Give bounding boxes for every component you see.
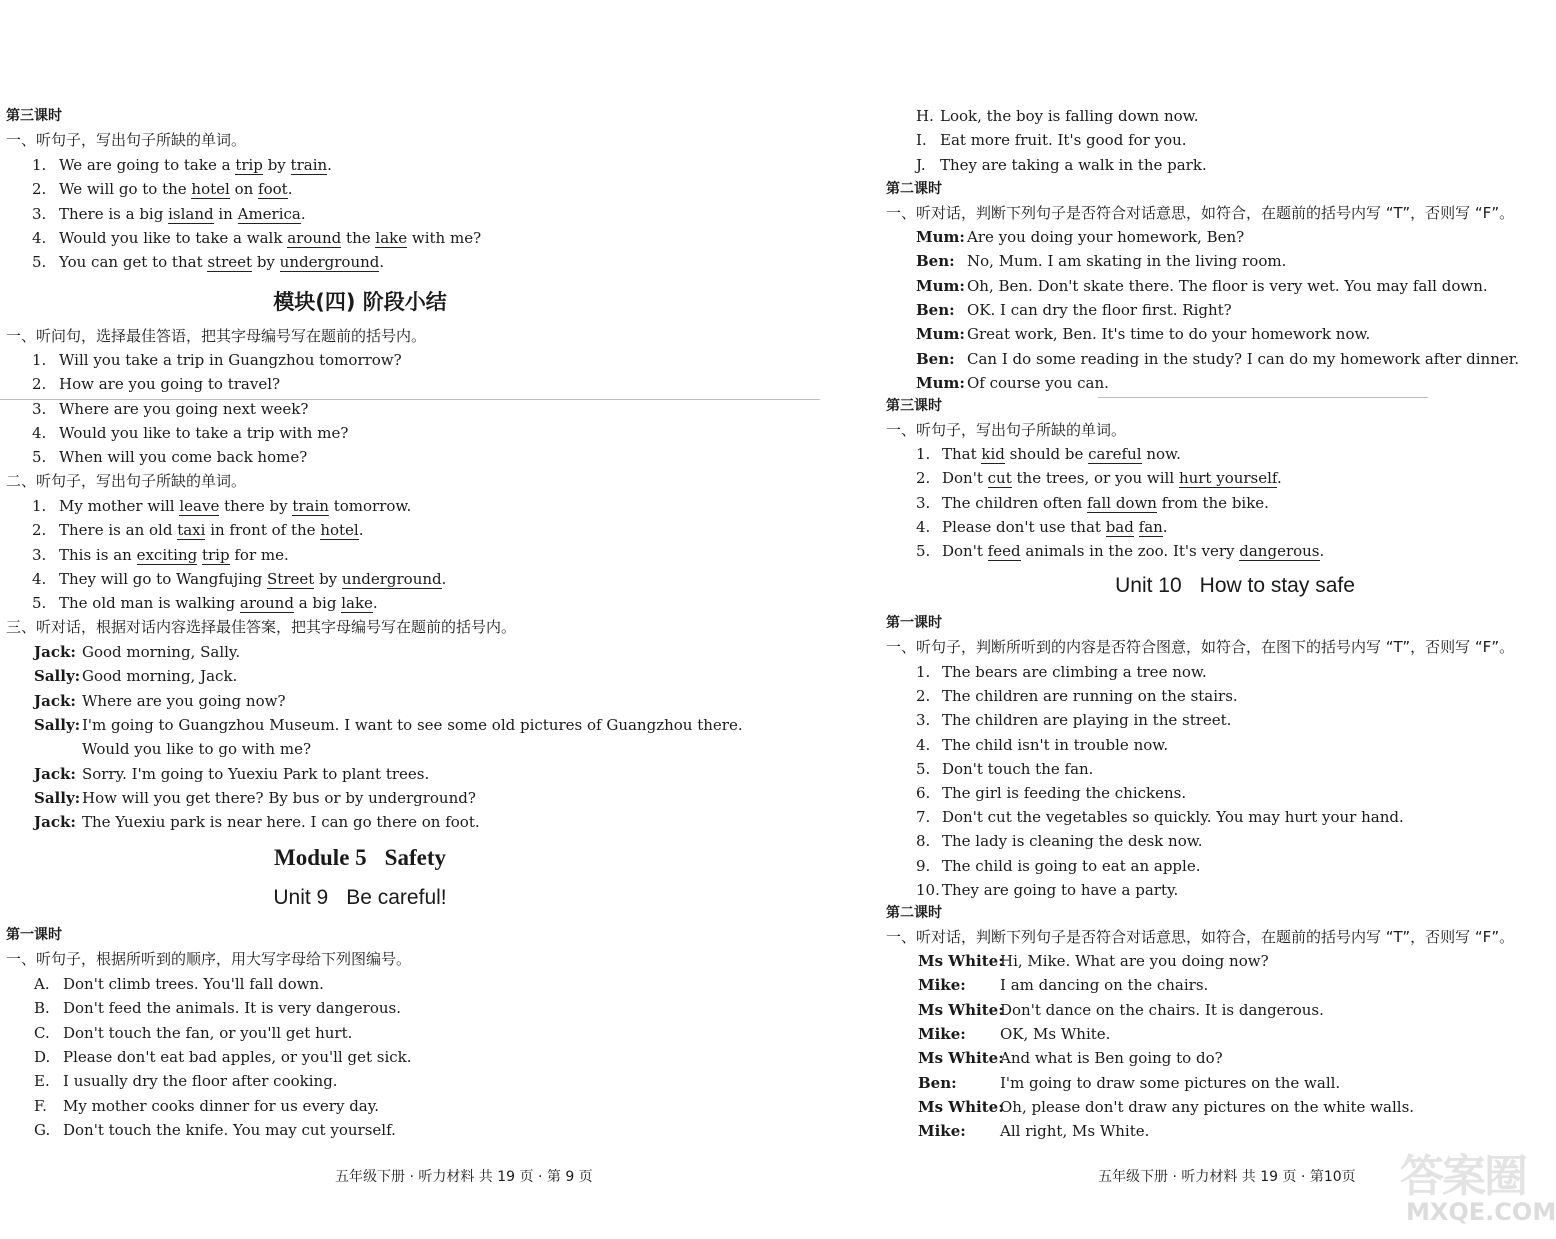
item-number: 2. — [32, 521, 47, 540]
dialog-line — [34, 812, 480, 832]
module-number: Module 5 — [274, 845, 367, 870]
speaker-label: Mike: — [918, 976, 966, 995]
answer-word: underground — [341, 569, 442, 588]
sentence-text: . — [1319, 542, 1325, 561]
sentence-text: When will you come back home? — [59, 448, 308, 467]
dialog-line — [918, 1073, 1340, 1093]
list-item — [34, 998, 401, 1018]
dialog-text: The Yuexiu park is near here. I can go there on foot. — [82, 813, 480, 832]
instruction: 一、听对话，判断下列句子是否符合对话意思，如符合，在题前的括号内写 “T”，否则写 “F”。 — [886, 204, 1515, 222]
list-item — [916, 735, 1168, 755]
speaker-label: Ms White: — [918, 952, 1004, 970]
dialog-line — [918, 1048, 1223, 1068]
dialog-line — [916, 349, 1519, 369]
fold-line — [0, 399, 820, 400]
unit-topic: Be careful! — [346, 886, 447, 909]
answer-word: taxi — [177, 521, 206, 540]
sentence-text: The children often — [942, 493, 1087, 512]
item-number: F. — [34, 1096, 47, 1115]
instruction: 二、听句子，写出句子所缺的单词。 — [6, 472, 247, 490]
section-heading: 第三课时 — [6, 108, 62, 124]
answer-word: lake — [375, 228, 408, 247]
sentence-text: . — [327, 156, 332, 174]
module-title — [240, 845, 480, 871]
list-item — [32, 350, 402, 370]
item-number: 2. — [32, 375, 47, 394]
list-item — [916, 662, 1207, 682]
fill-blank-item — [32, 496, 411, 516]
speaker-label: Mike: — [918, 1122, 966, 1141]
answer-word: fall down — [1086, 493, 1157, 512]
item-number: 5. — [916, 759, 931, 778]
answer-word: trip — [201, 545, 230, 564]
dialog-line — [916, 251, 1286, 271]
item-number: 1. — [916, 663, 931, 681]
section-heading: 第一课时 — [6, 927, 62, 943]
answer-word: dangerous — [1239, 542, 1320, 561]
dialog-line — [34, 739, 311, 759]
section-heading: 第二课时 — [886, 905, 942, 921]
item-number: 4. — [916, 517, 931, 536]
sentence-text: Will you take a trip in Guangzhou tomorrow? — [59, 351, 402, 369]
fill-blank-item — [32, 179, 292, 199]
instruction: 一、听句子，根据所听到的顺序，用大写字母给下列图编号。 — [6, 950, 412, 968]
answer-word: kid — [981, 445, 1005, 463]
list-item — [916, 856, 1200, 876]
dialog-text: Can I do some reading in the study? I can do my homework after dinner. — [967, 349, 1520, 368]
watermark-logo — [1400, 1140, 1556, 1230]
sentence-text: on — [229, 180, 259, 199]
sentence-text: Don't touch the fan. — [942, 759, 1094, 778]
sentence-text: should be — [1004, 445, 1089, 463]
dialog-line — [916, 227, 1244, 247]
dialog-text: Hi, Mike. What are you doing now? — [1000, 952, 1269, 970]
sentence-text: The old man is walking — [59, 594, 240, 613]
dialog-text: Oh, please don't draw any pictures on the white walls. — [1000, 1097, 1415, 1116]
item-number: 1. — [32, 497, 47, 515]
dialog-text: Good morning, Sally. — [82, 643, 241, 661]
sentence-text: My mother cooks dinner for us every day. — [63, 1096, 379, 1115]
fill-blank-item — [32, 593, 378, 613]
sentence-text: The children are playing in the street. — [942, 711, 1232, 730]
list-item — [32, 447, 307, 467]
list-item — [916, 880, 1178, 900]
sentence-text: with me? — [407, 228, 482, 247]
item-number: 5. — [916, 542, 931, 561]
answer-word: Street — [267, 569, 315, 588]
sentence-text — [1134, 518, 1139, 536]
dialog-text: Of course you can. — [967, 373, 1109, 392]
dialog-text: All right, Ms White. — [1000, 1122, 1150, 1141]
sentence-text: There is a big — [59, 204, 169, 223]
dialog-line — [916, 276, 1488, 296]
item-number: 1. — [32, 351, 47, 369]
item-number: 3. — [916, 711, 931, 730]
unit-title — [240, 886, 480, 910]
sentence-text: The children are running on the stairs. — [942, 687, 1238, 706]
answer-word: island — [168, 204, 214, 223]
sentence-text: a big — [293, 594, 342, 613]
fill-blank-item — [32, 155, 332, 175]
sentence-text: The child isn't in trouble now. — [942, 735, 1169, 754]
sentence-text: in — [213, 204, 238, 223]
list-item — [916, 686, 1238, 706]
item-number: 3. — [916, 493, 931, 512]
dialog-line — [918, 1121, 1149, 1141]
section-heading: 第三课时 — [886, 398, 942, 414]
item-number: 8. — [916, 832, 931, 851]
sentence-text: by — [252, 253, 280, 272]
page-footer: 五年级下册 · 听力材料 共 19 页 · 第 9 页 — [335, 1169, 593, 1185]
dialog-line — [916, 373, 1109, 393]
answer-word: around — [239, 594, 294, 613]
list-item — [32, 374, 280, 394]
dialog-line — [34, 788, 476, 808]
speaker-label: Ben: — [916, 349, 955, 368]
instruction: 一、听句子，写出句子所缺的单词。 — [6, 131, 247, 149]
answer-word: trip — [235, 156, 263, 174]
instruction: 一、听句子，写出句子所缺的单词。 — [886, 421, 1127, 439]
sentence-text: Eat more fruit. It's good for you. — [940, 131, 1187, 150]
item-number: 1. — [32, 156, 47, 174]
item-number: C. — [34, 1023, 50, 1042]
speaker-label: Mum: — [916, 325, 965, 344]
list-item — [916, 831, 1203, 851]
sentence-text: . — [379, 253, 385, 272]
unit-topic: How to stay safe — [1199, 574, 1355, 597]
dialog-line — [918, 1097, 1414, 1117]
answer-word: lake — [341, 594, 373, 613]
speaker-label: Ms White: — [918, 1000, 1004, 1019]
fill-blank-item — [32, 569, 446, 589]
sentence-text: now. — [1141, 445, 1181, 463]
sentence-text: by — [262, 156, 291, 174]
item-number: 2. — [32, 180, 47, 199]
sentence-text: Don't feed the animals. It is very dangerous. — [63, 999, 402, 1018]
item-number: A. — [34, 975, 50, 993]
dialog-text: I'm going to Guangzhou Museum. I want to see some old pictures of Guangzhou there. — [82, 715, 743, 734]
speaker-label: Ben: — [916, 252, 955, 271]
sentence-text: They are taking a walk in the park. — [940, 155, 1207, 174]
fill-blank-item — [32, 204, 306, 224]
answer-word: hotel — [320, 521, 359, 540]
speaker-label: Jack: — [34, 813, 76, 832]
sentence-text: . — [287, 180, 293, 199]
answer-word: feed — [987, 542, 1021, 561]
watermark-text: 答案圈 — [1400, 1151, 1526, 1202]
list-item — [916, 106, 1198, 126]
sentence-text: tomorrow. — [328, 497, 412, 515]
dialog-text: I am dancing on the chairs. — [1000, 976, 1209, 995]
dialog-text: Are you doing your homework, Ben? — [967, 228, 1245, 246]
dialog-line — [918, 1024, 1110, 1044]
speaker-label: Jack: — [34, 691, 76, 710]
fill-blank-item — [916, 493, 1269, 513]
dialog-line — [34, 666, 237, 686]
answer-word: hurt yourself — [1178, 469, 1277, 488]
sentence-text: there by — [219, 497, 293, 515]
item-number: 7. — [916, 808, 931, 827]
sentence-text: the — [341, 228, 376, 247]
dialog-line — [34, 764, 429, 784]
speaker-label: Ben: — [916, 300, 955, 319]
dialog-line — [34, 642, 240, 662]
answer-word: careful — [1088, 445, 1142, 463]
answer-word: street — [207, 253, 253, 272]
item-number: 3. — [32, 399, 47, 418]
sentence-text: The lady is cleaning the desk now. — [942, 832, 1203, 851]
speaker-label: Jack: — [34, 764, 76, 783]
module-summary-title: 模块(四) 阶段小结 — [273, 290, 447, 314]
speaker-label: Jack: — [34, 643, 76, 661]
dialog-line — [918, 1000, 1324, 1020]
dialog-line — [916, 324, 1370, 344]
list-item — [916, 783, 1186, 803]
dialog-line — [34, 691, 286, 711]
sentence-text: the trees, or you will — [1011, 469, 1179, 488]
sentence-text: . — [372, 594, 378, 613]
sentence-text: We are going to take a — [59, 156, 236, 174]
answer-word: underground — [279, 253, 380, 272]
item-number: 3. — [32, 204, 47, 223]
sentence-text: . — [300, 204, 306, 223]
item-number: 10. — [916, 880, 940, 899]
list-item — [916, 130, 1187, 150]
sentence-text: The girl is feeding the chickens. — [942, 784, 1187, 802]
answer-word: train — [292, 497, 329, 515]
sentence-text: Please don't eat bad apples, or you'll get sick. — [63, 1047, 412, 1066]
fill-blank-item — [916, 468, 1282, 488]
dialog-text: No, Mum. I am skating in the living room. — [967, 252, 1287, 271]
unit-title — [1080, 574, 1390, 598]
sentence-text: . — [358, 521, 364, 540]
speaker-label: Mum: — [916, 228, 965, 246]
item-number: 1. — [916, 445, 931, 463]
dialog-text: Great work, Ben. It's time to do your homework now. — [967, 325, 1371, 344]
dialog-text: OK, Ms White. — [1000, 1024, 1111, 1043]
sentence-text: That — [942, 445, 982, 463]
sentence-text: by — [314, 569, 342, 588]
dialog-text: Don't dance on the chairs. It is dangerous. — [1000, 1000, 1324, 1019]
item-number: 2. — [916, 469, 931, 488]
item-number: 5. — [32, 253, 47, 272]
sentence-text: from the bike. — [1156, 493, 1269, 512]
page-footer: 五年级下册 · 听力材料 共 19 页 · 第10页 — [1098, 1169, 1356, 1185]
sentence-text: My mother will — [59, 497, 180, 515]
item-number: J. — [916, 155, 926, 174]
list-item — [34, 1023, 352, 1043]
speaker-label: Sally: — [34, 667, 81, 686]
fill-blank-item — [916, 444, 1181, 464]
sentence-text: Don't touch the knife. You may cut yourself. — [63, 1120, 396, 1139]
sentence-text: . — [441, 569, 447, 588]
answer-word: bad — [1105, 517, 1134, 536]
list-item — [916, 807, 1404, 827]
fill-blank-item — [916, 541, 1324, 561]
item-number: 4. — [32, 228, 47, 247]
item-number: 9. — [916, 856, 931, 875]
dialog-text: OK. I can dry the floor first. Right? — [967, 300, 1232, 319]
dialog-text: How will you get there? By bus or by underground? — [82, 788, 476, 807]
dialog-text: Good morning, Jack. — [82, 667, 238, 686]
list-item — [916, 710, 1231, 730]
list-item — [32, 423, 348, 443]
list-item — [916, 759, 1093, 779]
item-number: I. — [916, 131, 927, 150]
speaker-label: Sally: — [34, 715, 81, 734]
item-number: B. — [34, 999, 50, 1018]
sentence-text: The child is going to eat an apple. — [942, 856, 1201, 875]
sentence-text: They are going to have a party. — [942, 880, 1179, 899]
fill-blank-item — [32, 520, 364, 540]
sentence-text: Don't touch the fan, or you'll get hurt. — [63, 1023, 353, 1042]
speaker-label: Mum: — [916, 373, 965, 392]
list-item — [32, 399, 308, 419]
sentence-text: Don't — [942, 542, 988, 561]
module-topic: Safety — [384, 845, 446, 870]
sentence-text: animals in the zoo. It's very — [1020, 542, 1240, 561]
sentence-text: This is an — [59, 545, 137, 564]
dialog-text: And what is Ben going to do? — [1000, 1049, 1223, 1068]
speaker-label: Ms White: — [918, 1097, 1004, 1116]
speaker-label: Mike: — [918, 1024, 966, 1043]
item-number: 3. — [32, 545, 47, 564]
fill-blank-item — [32, 545, 289, 565]
speaker-label: Ms White: — [918, 1049, 1004, 1068]
list-item — [34, 1096, 379, 1116]
dialog-line — [34, 715, 743, 735]
item-number: 4. — [32, 423, 47, 442]
sentence-text: I usually dry the floor after cooking. — [63, 1072, 338, 1091]
list-item — [916, 155, 1207, 175]
dialog-line — [918, 951, 1269, 971]
answer-word: America — [237, 204, 301, 223]
dialog-text: I'm going to draw some pictures on the wall. — [1000, 1073, 1341, 1092]
unit-number: Unit 9 — [273, 886, 329, 909]
instruction: 一、听句子，判断所听到的内容是否符合图意，如符合，在图下的括号内写 “T”，否则写 “F”。 — [886, 638, 1515, 656]
answer-word: exciting — [136, 545, 198, 564]
item-number: 4. — [32, 569, 47, 588]
item-number: G. — [34, 1120, 51, 1139]
unit-number: Unit 10 — [1115, 574, 1182, 597]
instruction: 一、听问句，选择最佳答语，把其字母编号写在题前的括号内。 — [6, 327, 427, 345]
dialog-text: Where are you going now? — [82, 691, 286, 710]
sentence-text: for me. — [229, 545, 289, 564]
fill-blank-item — [32, 228, 481, 248]
sentence-text: How are you going to travel? — [59, 375, 281, 394]
sentence-text: Don't — [942, 469, 988, 488]
sentence-text: Don't climb trees. You'll fall down. — [63, 975, 324, 993]
sentence-text: Would you like to take a trip with me? — [59, 423, 349, 442]
list-item — [34, 1071, 338, 1091]
sentence-text: We will go to the — [59, 180, 192, 199]
sentence-text: in front of the — [205, 521, 321, 540]
answer-word: hotel — [191, 180, 230, 199]
sentence-text: Where are you going next week? — [59, 399, 309, 418]
instruction: 三、听对话，根据对话内容选择最佳答案，把其字母编号写在题前的括号内。 — [6, 618, 517, 636]
speaker-label: Sally: — [34, 788, 81, 807]
dialog-line — [916, 300, 1232, 320]
list-item — [34, 1120, 396, 1140]
sentence-text: There is an old — [59, 521, 178, 540]
dialog-text: Sorry. I'm going to Yuexiu Park to plant trees. — [82, 764, 430, 783]
section-heading: 第一课时 — [886, 615, 942, 631]
fold-line — [1098, 397, 1428, 398]
dialog-text: Oh, Ben. Don't skate there. The floor is very wet. You may fall down. — [967, 276, 1488, 295]
watermark-url: MXQE.COM — [1406, 1198, 1556, 1226]
sentence-text: You can get to that — [59, 253, 208, 272]
answer-word: fan — [1138, 517, 1163, 536]
sentence-text: Would you like to take a walk — [59, 228, 288, 247]
list-item — [34, 1047, 412, 1067]
speaker-label: Ben: — [918, 1073, 957, 1092]
item-number: E. — [34, 1072, 50, 1091]
list-item — [34, 974, 324, 994]
section-heading: 第二课时 — [886, 181, 942, 197]
dialog-text: Would you like to go with me? — [82, 740, 311, 759]
sentence-text: . — [1162, 517, 1168, 536]
item-number: D. — [34, 1047, 51, 1066]
answer-word: train — [290, 156, 328, 174]
sentence-text: The bears are climbing a tree now. — [942, 663, 1207, 681]
item-number: H. — [916, 107, 934, 125]
item-number: 4. — [916, 735, 931, 754]
sentence-text: Don't cut the vegetables so quickly. You may hurt your hand. — [942, 808, 1404, 827]
answer-word: cut — [987, 469, 1012, 488]
item-number: 6. — [916, 784, 931, 802]
item-number: 2. — [916, 687, 931, 706]
sentence-text: Look, the boy is falling down now. — [940, 107, 1199, 125]
sentence-text: . — [1276, 469, 1282, 488]
sentence-text: They will go to Wangfujing — [59, 569, 268, 588]
answer-word: foot — [258, 180, 288, 199]
fill-blank-item — [32, 252, 384, 272]
fill-blank-item — [916, 517, 1168, 537]
sentence-text: Please don't use that — [942, 517, 1106, 536]
speaker-label: Mum: — [916, 276, 965, 295]
instruction: 一、听对话，判断下列句子是否符合对话意思，如符合，在题前的括号内写 “T”，否则写 “F”。 — [886, 928, 1515, 946]
answer-word: around — [287, 228, 342, 247]
item-number: 5. — [32, 594, 47, 613]
answer-word: leave — [179, 497, 220, 515]
item-number: 5. — [32, 448, 47, 467]
dialog-line — [918, 975, 1208, 995]
